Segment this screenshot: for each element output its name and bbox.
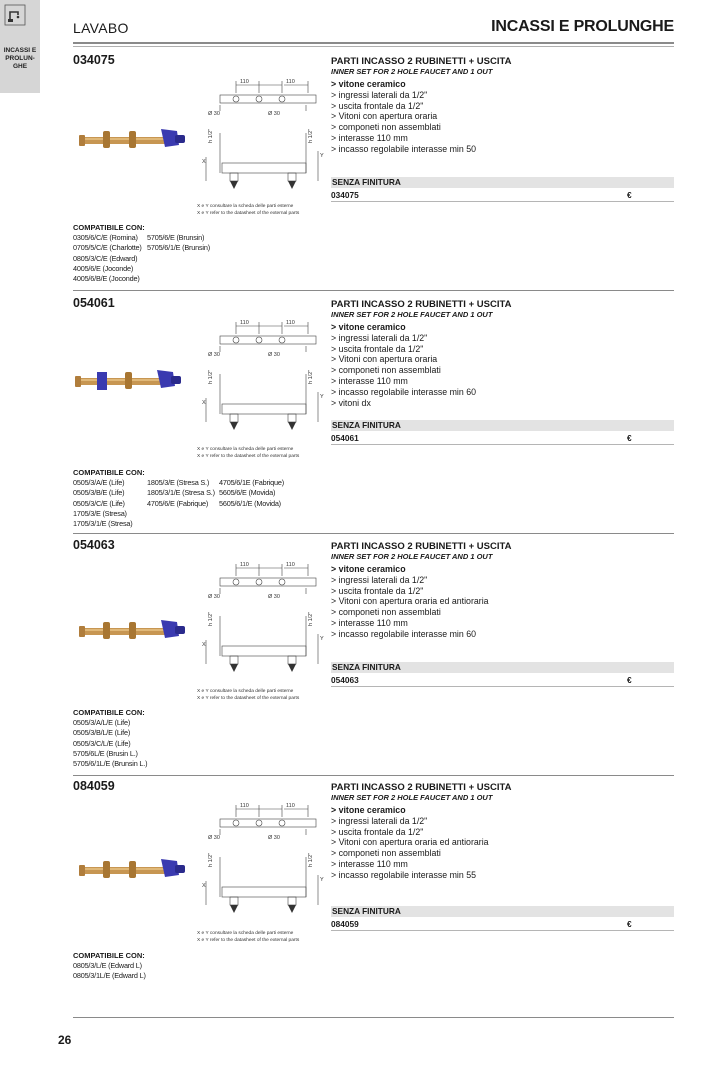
y-label: Y — [320, 877, 324, 883]
drawing-note — [197, 203, 299, 217]
feature-item: > interasse 110 mm — [331, 617, 408, 628]
note-it: X e Y consultare la scheda delle parti esterne — [197, 689, 294, 694]
dim-label: 110 — [240, 562, 249, 568]
product-photo — [79, 616, 187, 646]
feature-item: > interasse 110 mm — [331, 375, 408, 386]
feature-item: > incasso regolabile interasse min 60 — [331, 386, 476, 397]
dim-label: 110 — [240, 79, 249, 85]
product-code: 084059 — [73, 779, 115, 793]
feature-item: > vitone ceramico — [331, 805, 406, 815]
thread-label: h 1/2" — [308, 128, 314, 143]
section-divider — [73, 290, 674, 291]
product-title: PARTI INCASSO 2 RUBINETTI + USCITA — [331, 541, 512, 552]
compatible-item: 4705/6/1E (Fabrique) — [219, 478, 284, 487]
product-subtitle: INNER SET FOR 2 HOLE FAUCET AND 1 OUT — [331, 310, 493, 319]
note-it: X e Y consultare la scheda delle parti esterne — [197, 447, 294, 452]
x-label: X — [202, 159, 206, 165]
price-currency: € — [627, 190, 632, 200]
note-en: X e Y refer to the datasheet of the external parts — [197, 696, 300, 701]
compatible-item: 0305/6/C/E (Romina) — [73, 233, 138, 242]
product-subtitle: INNER SET FOR 2 HOLE FAUCET AND 1 OUT — [331, 552, 493, 561]
note-it: X e Y consultare la scheda delle parti esterne — [197, 931, 294, 936]
technical-drawing — [200, 558, 330, 688]
compatible-item: 1805/3/E (Stresa S.) — [147, 478, 210, 487]
thread-label: h 1/2" — [308, 369, 314, 384]
feature-item: > ingressi laterali da 1/2" — [331, 89, 428, 100]
dim-label: 110 — [286, 803, 295, 809]
feature-item: > Vitoni con apertura oraria ed antioraria — [331, 596, 489, 607]
compatible-item: 0505/3/B/E (Life) — [73, 488, 125, 498]
drawing-note — [197, 446, 299, 460]
product-section — [73, 53, 674, 288]
note-en: X e Y refer to the datasheet of the external parts — [197, 938, 300, 943]
y-label: Y — [320, 153, 324, 159]
note-it: X e Y consultare la scheda delle parti esterne — [197, 204, 294, 209]
side-tab-label — [0, 47, 40, 71]
section-divider — [73, 533, 674, 534]
finish-row — [331, 675, 674, 687]
finish-code: 084059 — [331, 919, 359, 929]
price-currency: € — [627, 675, 632, 685]
compatible-item: 5605/6/E (Movida) — [219, 488, 276, 498]
finish-label: SENZA FINITURA — [331, 662, 674, 673]
compatible-item: 5705/6/1L/E (Brunsin L.) — [73, 759, 148, 769]
product-subtitle: INNER SET FOR 2 HOLE FAUCET AND 1 OUT — [331, 67, 493, 76]
technical-drawing — [200, 316, 330, 446]
compatible-item: 0805/3/1L/E (Edward L) — [73, 971, 146, 981]
finish-code: 054063 — [331, 675, 359, 685]
note-en: X e Y refer to the datasheet of the external parts — [197, 211, 300, 216]
product-section — [73, 296, 674, 531]
feature-item: > uscita frontale da 1/2" — [331, 826, 424, 837]
header-rule-thin — [73, 46, 674, 47]
feature-list — [331, 564, 489, 640]
feature-item: > incasso regolabile interasse min 55 — [331, 869, 476, 880]
feature-item: > uscita frontale da 1/2" — [331, 343, 424, 354]
compatible-item: 0805/3/L/E (Edward L) — [73, 961, 142, 970]
side-tab-line: PROLUN- — [5, 55, 35, 62]
compatible-item: 5705/6/E (Brunsin) — [147, 233, 205, 242]
compatible-title: COMPATIBILE CON: — [73, 223, 145, 232]
compatible-title: COMPATIBILE CON: — [73, 468, 145, 477]
compatible-item: 5605/6/1/E (Movida) — [219, 498, 281, 508]
thread-label: h 1/2" — [308, 611, 314, 626]
feature-item: > vitone ceramico — [331, 322, 406, 332]
feature-item: > componeti non assemblati — [331, 607, 441, 618]
product-photo — [79, 125, 187, 155]
product-title: PARTI INCASSO 2 RUBINETTI + USCITA — [331, 299, 512, 310]
thread-label: h 1/2" — [208, 369, 214, 384]
compatible-item: 0505/3/A/L/E (Life) — [73, 718, 131, 727]
compatible-item: 1805/3/1/E (Stresa S.) — [147, 488, 215, 498]
side-tab-line: GHE — [12, 63, 28, 70]
feature-item: > ingressi laterali da 1/2" — [331, 332, 428, 343]
compatible-item: 0805/3/C/E (Edward) — [73, 253, 138, 263]
compatible-item: 1705/3/1/E (Stresa) — [73, 519, 133, 529]
x-label: X — [202, 883, 206, 889]
feature-item: > Vitoni con apertura oraria — [331, 111, 438, 122]
compatible-item: 5705/6L/E (Brusin L.) — [73, 748, 138, 758]
compatible-item: 1705/3/E (Stresa) — [73, 508, 127, 518]
finish-row — [331, 190, 674, 202]
price-currency: € — [627, 433, 632, 443]
technical-drawing — [200, 799, 330, 929]
y-label: Y — [320, 394, 324, 400]
feature-item: > ingressi laterali da 1/2" — [331, 815, 428, 826]
technical-drawing — [200, 75, 330, 205]
feature-item: > incasso regolabile interasse min 50 — [331, 143, 476, 154]
feature-item: > vitone ceramico — [331, 79, 406, 89]
side-tab-line: INCASSI E — [3, 47, 37, 54]
feature-item: > Vitoni con apertura oraria — [331, 354, 438, 365]
finish-label: SENZA FINITURA — [331, 420, 674, 431]
compatible-item: 0505/3/A/E (Life) — [73, 478, 125, 487]
diameter-label: Ø 30 — [268, 835, 280, 841]
compatible-title: COMPATIBILE CON: — [73, 708, 145, 717]
side-tab — [0, 0, 40, 93]
feature-list — [331, 79, 476, 155]
product-section — [73, 779, 674, 999]
finish-row — [331, 433, 674, 445]
diameter-label: Ø 30 — [208, 352, 220, 358]
feature-item: > incasso regolabile interasse min 60 — [331, 628, 476, 639]
feature-item: > vitoni dx — [331, 397, 371, 408]
dim-label: 110 — [240, 803, 249, 809]
product-photo — [75, 366, 183, 396]
compatible-item: 0505/3/C/E (Life) — [73, 498, 125, 508]
feature-item: > componeti non assemblati — [331, 122, 441, 133]
diameter-label: Ø 30 — [208, 835, 220, 841]
feature-item: > uscita frontale da 1/2" — [331, 100, 424, 111]
feature-list — [331, 805, 489, 881]
dim-label: 110 — [286, 320, 295, 326]
x-label: X — [202, 400, 206, 406]
note-en: X e Y refer to the datasheet of the external parts — [197, 454, 300, 459]
compatible-title: COMPATIBILE CON: — [73, 951, 145, 960]
feature-list — [331, 322, 476, 408]
diameter-label: Ø 30 — [268, 594, 280, 600]
x-label: X — [202, 642, 206, 648]
diameter-label: Ø 30 — [208, 594, 220, 600]
feature-item: > ingressi laterali da 1/2" — [331, 574, 428, 585]
compatible-item: 4005/6/E (Joconde) — [73, 263, 134, 273]
feature-item: > componeti non assemblati — [331, 365, 441, 376]
page-number: 26 — [58, 1033, 72, 1047]
y-label: Y — [320, 636, 324, 642]
product-subtitle: INNER SET FOR 2 HOLE FAUCET AND 1 OUT — [331, 793, 493, 802]
compatible-item: 0505/3/C/L/E (Life) — [73, 738, 131, 748]
product-code: 054063 — [73, 538, 115, 552]
finish-code: 054061 — [331, 433, 359, 443]
thread-label: h 1/2" — [208, 128, 214, 143]
compatible-item: 5705/6/1/E (Brunsin) — [147, 243, 210, 253]
diameter-label: Ø 30 — [268, 111, 280, 117]
finish-code: 034075 — [331, 190, 359, 200]
thread-label: h 1/2" — [208, 852, 214, 867]
feature-item: > Vitoni con apertura oraria ed antioraria — [331, 837, 489, 848]
thread-label: h 1/2" — [308, 852, 314, 867]
product-code: 034075 — [73, 53, 115, 67]
finish-label: SENZA FINITURA — [331, 906, 674, 917]
finish-row — [331, 919, 674, 931]
compatible-item: 4005/6/B/E (Joconde) — [73, 274, 140, 284]
dim-label: 110 — [286, 562, 295, 568]
section-title: INCASSI E PROLUNGHE — [491, 18, 674, 35]
compatible-item: 4705/6/E (Fabrique) — [147, 498, 209, 508]
header-rule — [73, 42, 674, 44]
drawing-note — [197, 688, 299, 702]
feature-item: > interasse 110 mm — [331, 858, 408, 869]
compatible-item: 0705/5/C/E (Charlotte) — [73, 243, 142, 253]
price-currency: € — [627, 919, 632, 929]
feature-item: > vitone ceramico — [331, 564, 406, 574]
feature-item: > componeti non assemblati — [331, 848, 441, 859]
drawing-note — [197, 930, 299, 944]
feature-item: > uscita frontale da 1/2" — [331, 585, 424, 596]
finish-label: SENZA FINITURA — [331, 177, 674, 188]
thread-label: h 1/2" — [208, 611, 214, 626]
footer-rule — [73, 1017, 674, 1018]
product-code: 054061 — [73, 296, 115, 310]
product-section — [73, 538, 674, 773]
diameter-label: Ø 30 — [208, 111, 220, 117]
section-divider — [73, 775, 674, 776]
feature-item: > interasse 110 mm — [331, 132, 408, 143]
dim-label: 110 — [240, 320, 249, 326]
faucet-icon — [4, 4, 26, 26]
product-title: PARTI INCASSO 2 RUBINETTI + USCITA — [331, 56, 512, 67]
product-photo — [79, 855, 187, 885]
product-title: PARTI INCASSO 2 RUBINETTI + USCITA — [331, 782, 512, 793]
diameter-label: Ø 30 — [268, 352, 280, 358]
compatible-item: 0505/3/B/L/E (Life) — [73, 728, 131, 738]
dim-label: 110 — [286, 79, 295, 85]
category-title: LAVABO — [73, 20, 129, 36]
